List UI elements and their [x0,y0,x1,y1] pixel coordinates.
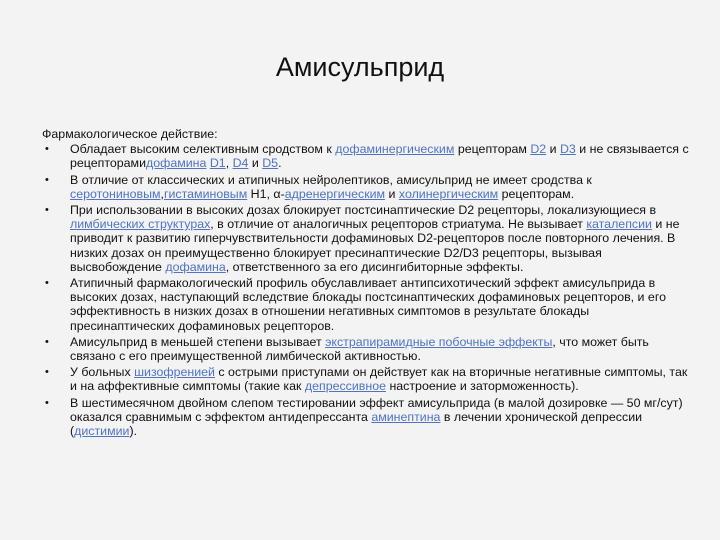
bullet-text: рецепторам [454,142,531,157]
term-link[interactable]: дофаминергическим [335,142,455,157]
bullet-text: и [546,142,560,157]
term-link[interactable]: адренергическим [284,186,386,201]
bullet-icon: • [45,335,49,348]
bullet-text: , что может быть связано с его преимущественной лимбической активностью. [70,334,649,364]
term-link[interactable]: депрессивное [304,379,386,394]
bullet-item [42,335,692,363]
bullet-text: и [248,156,263,171]
bullet-text: Амисульприд в меньшей степени вызывает [70,334,326,349]
term-link[interactable]: шизофренией [134,365,215,380]
term-link[interactable]: D3 [559,142,576,157]
bullet-text: с острыми приступами он действует как на вторичные негативные симптомы, так и на аффективные симптомы (такие как [70,365,688,394]
bullet-text: и не приводит к развитию гиперчувствительности дофаминовых D2-рецепторов после повторного лечения. В низких дозах он преимущественно блокирует пресинаптические D2/D3 рецепторы, вызывая высвобождение [70,217,680,274]
term-link[interactable]: экстрапирамидные побочные эффекты [325,334,553,349]
term-link[interactable]: холинергическим [398,186,499,201]
term-link[interactable]: каталепсии [586,217,652,232]
bullet-text: рецепторам. [498,186,575,201]
bullet-text: В шестимесячном двойном слепом тестировании эффект амисульприда (в малой дозировке — 50 мг/сут) оказался сравнимым с эффектом антидепрессанта [70,395,683,424]
bullet-item [42,173,692,201]
term-link[interactable]: серотониновым [70,186,161,201]
bullet-item [42,276,692,333]
bullet-text: При использовании в высоких дозах блокирует постсинаптические D2 рецепторы, локализующиеся в [70,203,657,218]
bullet-item [42,203,692,274]
bullet-list [42,142,692,438]
bullet-icon: • [45,143,49,156]
bullet-text: Обладает высоким селективным сродством к [70,142,336,157]
term-link[interactable]: D4 [232,156,249,171]
bullet-text: Атипичный фармакологический профиль обуславливает антипсихотический эффект амисульприда в высоких дозах, наступающий вследствие блокады постсинаптических дофаминовых рецепторов, и его эффективность в низких дозах в отношении негативных симптомов в результате блокады пресинаптических дофаминовых рецепторов. [70,276,666,333]
term-link[interactable]: дофамина [165,259,226,274]
term-link[interactable]: D5 [262,156,279,171]
bullet-text: ). [129,424,138,439]
bullet-text: , ответственного за его дисингибиторные эффекты. [225,259,524,274]
bullet-icon: • [45,277,49,290]
bullet-text: У больных [70,365,135,380]
slide-title: Амисульприд [275,52,445,82]
bullet-text: и [385,186,399,201]
term-link[interactable]: D1 [209,156,226,171]
bullet-text: В отличие от классических и атипичных нейролептиков, амисульприд не имеет сродства к [70,172,592,187]
bullet-icon: • [45,396,49,409]
term-link[interactable]: дофамина [146,156,207,171]
bullet-text: в лечении хронической депрессии ( [70,409,643,439]
bullet-text: и не связывается с рецепторами [70,142,689,171]
bullet-item [42,142,692,170]
bullet-text: H1, α- [247,186,285,201]
bullet-item [42,365,692,393]
bullet-text: , [160,186,164,201]
bullet-text: , в отличие от аналогичных рецепторов стриатума. Не вызывает [210,217,587,232]
bullet-icon: • [45,173,49,186]
term-link[interactable]: дистимии [74,424,130,439]
term-link[interactable]: гистаминовым [163,186,248,201]
term-link[interactable]: аминептина [371,409,441,424]
term-link[interactable]: D2 [530,142,547,157]
bullet-text: настроение и заторможенность). [386,379,579,394]
content-body [42,127,692,440]
term-link[interactable]: лимбических структурах [70,217,211,232]
bullet-text: , [225,156,233,171]
section-heading: Фармакологическое действие: [42,127,218,141]
bullet-item [42,396,692,439]
bullet-text: . [278,156,282,171]
bullet-icon: • [45,204,49,217]
bullet-icon: • [45,366,49,379]
